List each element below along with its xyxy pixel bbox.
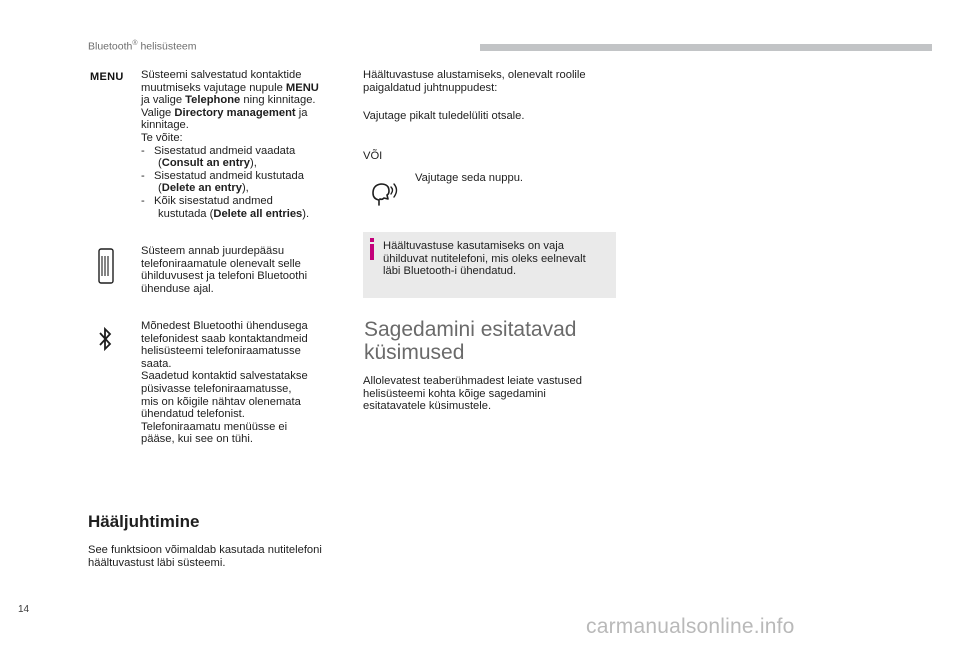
menu-key-label: MENU [90, 71, 124, 83]
menu-line-3 [141, 94, 353, 107]
voice-text [88, 544, 348, 569]
bluetooth-block-text [141, 320, 353, 446]
info-line-2: ühilduvat nutitelefoni, mis oleks eelnevalt [383, 252, 586, 265]
menu-line-2-bold: MENU [285, 81, 319, 94]
menu-bullet-3 [141, 195, 353, 220]
menu-line-5: kinnitage. [141, 119, 189, 132]
voice-line-2: häältuvastust läbi süsteemi. [88, 556, 226, 569]
watermark: carmanualsonline.info [586, 615, 795, 638]
header-registered: ® [132, 40, 138, 47]
menu-bullet-1-open: ( [158, 157, 162, 170]
menu-bullet-2 [141, 170, 353, 195]
menu-line-1: Süsteemi salvestatud kontaktide [141, 69, 302, 81]
faq-line-1: Allolevatest teaberühmadest leiate vastused [363, 375, 582, 387]
bt-line-3: helisüsteemi telefoniraamatusse [141, 345, 301, 358]
info-line-3: läbi Bluetooth-i ühendatud. [383, 265, 517, 278]
header-rest: helisüsteem [137, 40, 197, 53]
info-line-1: Häältuvastuse kasutamiseks on vaja [383, 240, 564, 252]
bt-line-1: Mõnedest Bluetoothi ühendusega [141, 320, 308, 332]
or-text: VÕI [363, 150, 383, 162]
phone-block-text [141, 245, 353, 295]
voice-intro-line-1: Häältuvastuse alustamiseks, olenevalt roolile [363, 69, 586, 81]
header-bar [480, 44, 932, 51]
voice-heading: Hääljuhtimine [88, 512, 200, 531]
phone-icon [98, 248, 114, 284]
menu-bullet-2-line-2 [141, 182, 353, 195]
press-button-text: Vajutage seda nuppu. [415, 172, 524, 184]
bt-line-10: pääse, kui see on tühi. [141, 433, 253, 446]
faq-heading [364, 318, 634, 364]
bt-line-9: Telefoniraamatu menüüsse ei [141, 420, 288, 433]
menu-line-2-text: muutmiseks vajutage nupule [141, 81, 286, 94]
faq-line-3: esitatavatele küsimustele. [363, 400, 492, 413]
menu-line-4 [141, 107, 353, 120]
info-text [383, 240, 611, 278]
menu-bullet-3-bold: Delete all entries [213, 207, 303, 220]
bt-line-4: saata. [141, 357, 172, 370]
faq-heading-line-1: Sagedamini esitatavad [364, 318, 577, 341]
menu-bullet-3-close: ). [302, 207, 310, 220]
header-title [88, 40, 197, 53]
phone-line-3: ühilduvusest ja telefoni Bluetoothi [141, 270, 308, 283]
menu-line-4-bold: Directory management [174, 106, 296, 119]
menu-bullet-2-open: ( [158, 182, 162, 195]
faq-heading-line-2: küsimused [364, 341, 465, 364]
menu-line-4-text: Valige [141, 106, 175, 119]
voice-intro-line-2: paigaldatud juhtnuppudest: [363, 81, 498, 94]
menu-line-3-bold: Telephone [185, 94, 241, 107]
bt-line-8: ühendatud telefonist. [141, 408, 245, 421]
menu-bullet-3-line-1: - Kõik sisestatud andmed [141, 194, 273, 207]
header-brand: Bluetooth [88, 40, 133, 53]
menu-bullet-1-line-2 [141, 157, 353, 170]
menu-bullet-2-close: ), [241, 182, 249, 195]
phone-line-2: telefoniraamatule olenevalt selle [141, 257, 301, 270]
menu-bullet-1-bold: Consult an entry [161, 157, 250, 170]
menu-bullet-1-line-1: - Sisestatud andmeid vaadata [141, 144, 296, 157]
menu-line-4-post: ja [295, 106, 308, 119]
menu-bullet-2-line-1: - Sisestatud andmeid kustutada [141, 169, 304, 182]
menu-line-3-post: ning kinnitage. [240, 94, 316, 107]
info-icon [369, 238, 375, 260]
bt-line-5: Saadetud kontaktid salvestatakse [141, 370, 308, 383]
menu-bullet-2-bold: Delete an entry [161, 182, 242, 195]
voice-command-icon [367, 178, 401, 208]
menu-line-3-text: ja valige [141, 94, 186, 107]
faq-line-2: helisüsteemi kohta kõige sagedamini [363, 387, 546, 400]
menu-bullet-3-line-2 [141, 208, 353, 221]
voice-intro [363, 69, 623, 94]
phone-line-1: Süsteem annab juurdepääsu [141, 245, 285, 257]
bt-line-6: püsivasse telefoniraamatusse, [141, 382, 292, 395]
bluetooth-icon [98, 326, 112, 352]
page-number: 14 [18, 604, 30, 615]
bt-line-2: telefonidest saab kontaktandmeid [141, 332, 308, 345]
menu-bullet-3-open: kustutada ( [158, 207, 214, 220]
menu-block-text [141, 69, 353, 220]
phone-line-4: ühenduse ajal. [141, 282, 214, 295]
faq-text [363, 375, 623, 413]
voice-line-1: See funktsioon võimaldab kasutada nutitelefoni [88, 544, 322, 556]
menu-bullet-1 [141, 145, 353, 170]
press-stalk-text: Vajutage pikalt tuledelüliti otsale. [363, 110, 525, 122]
bt-line-7: mis on kõigile nähtav olenemata [141, 395, 301, 408]
menu-bullet-1-close: ), [250, 157, 257, 170]
menu-line-2 [141, 82, 353, 95]
menu-line-6: Te võite: [141, 131, 183, 144]
